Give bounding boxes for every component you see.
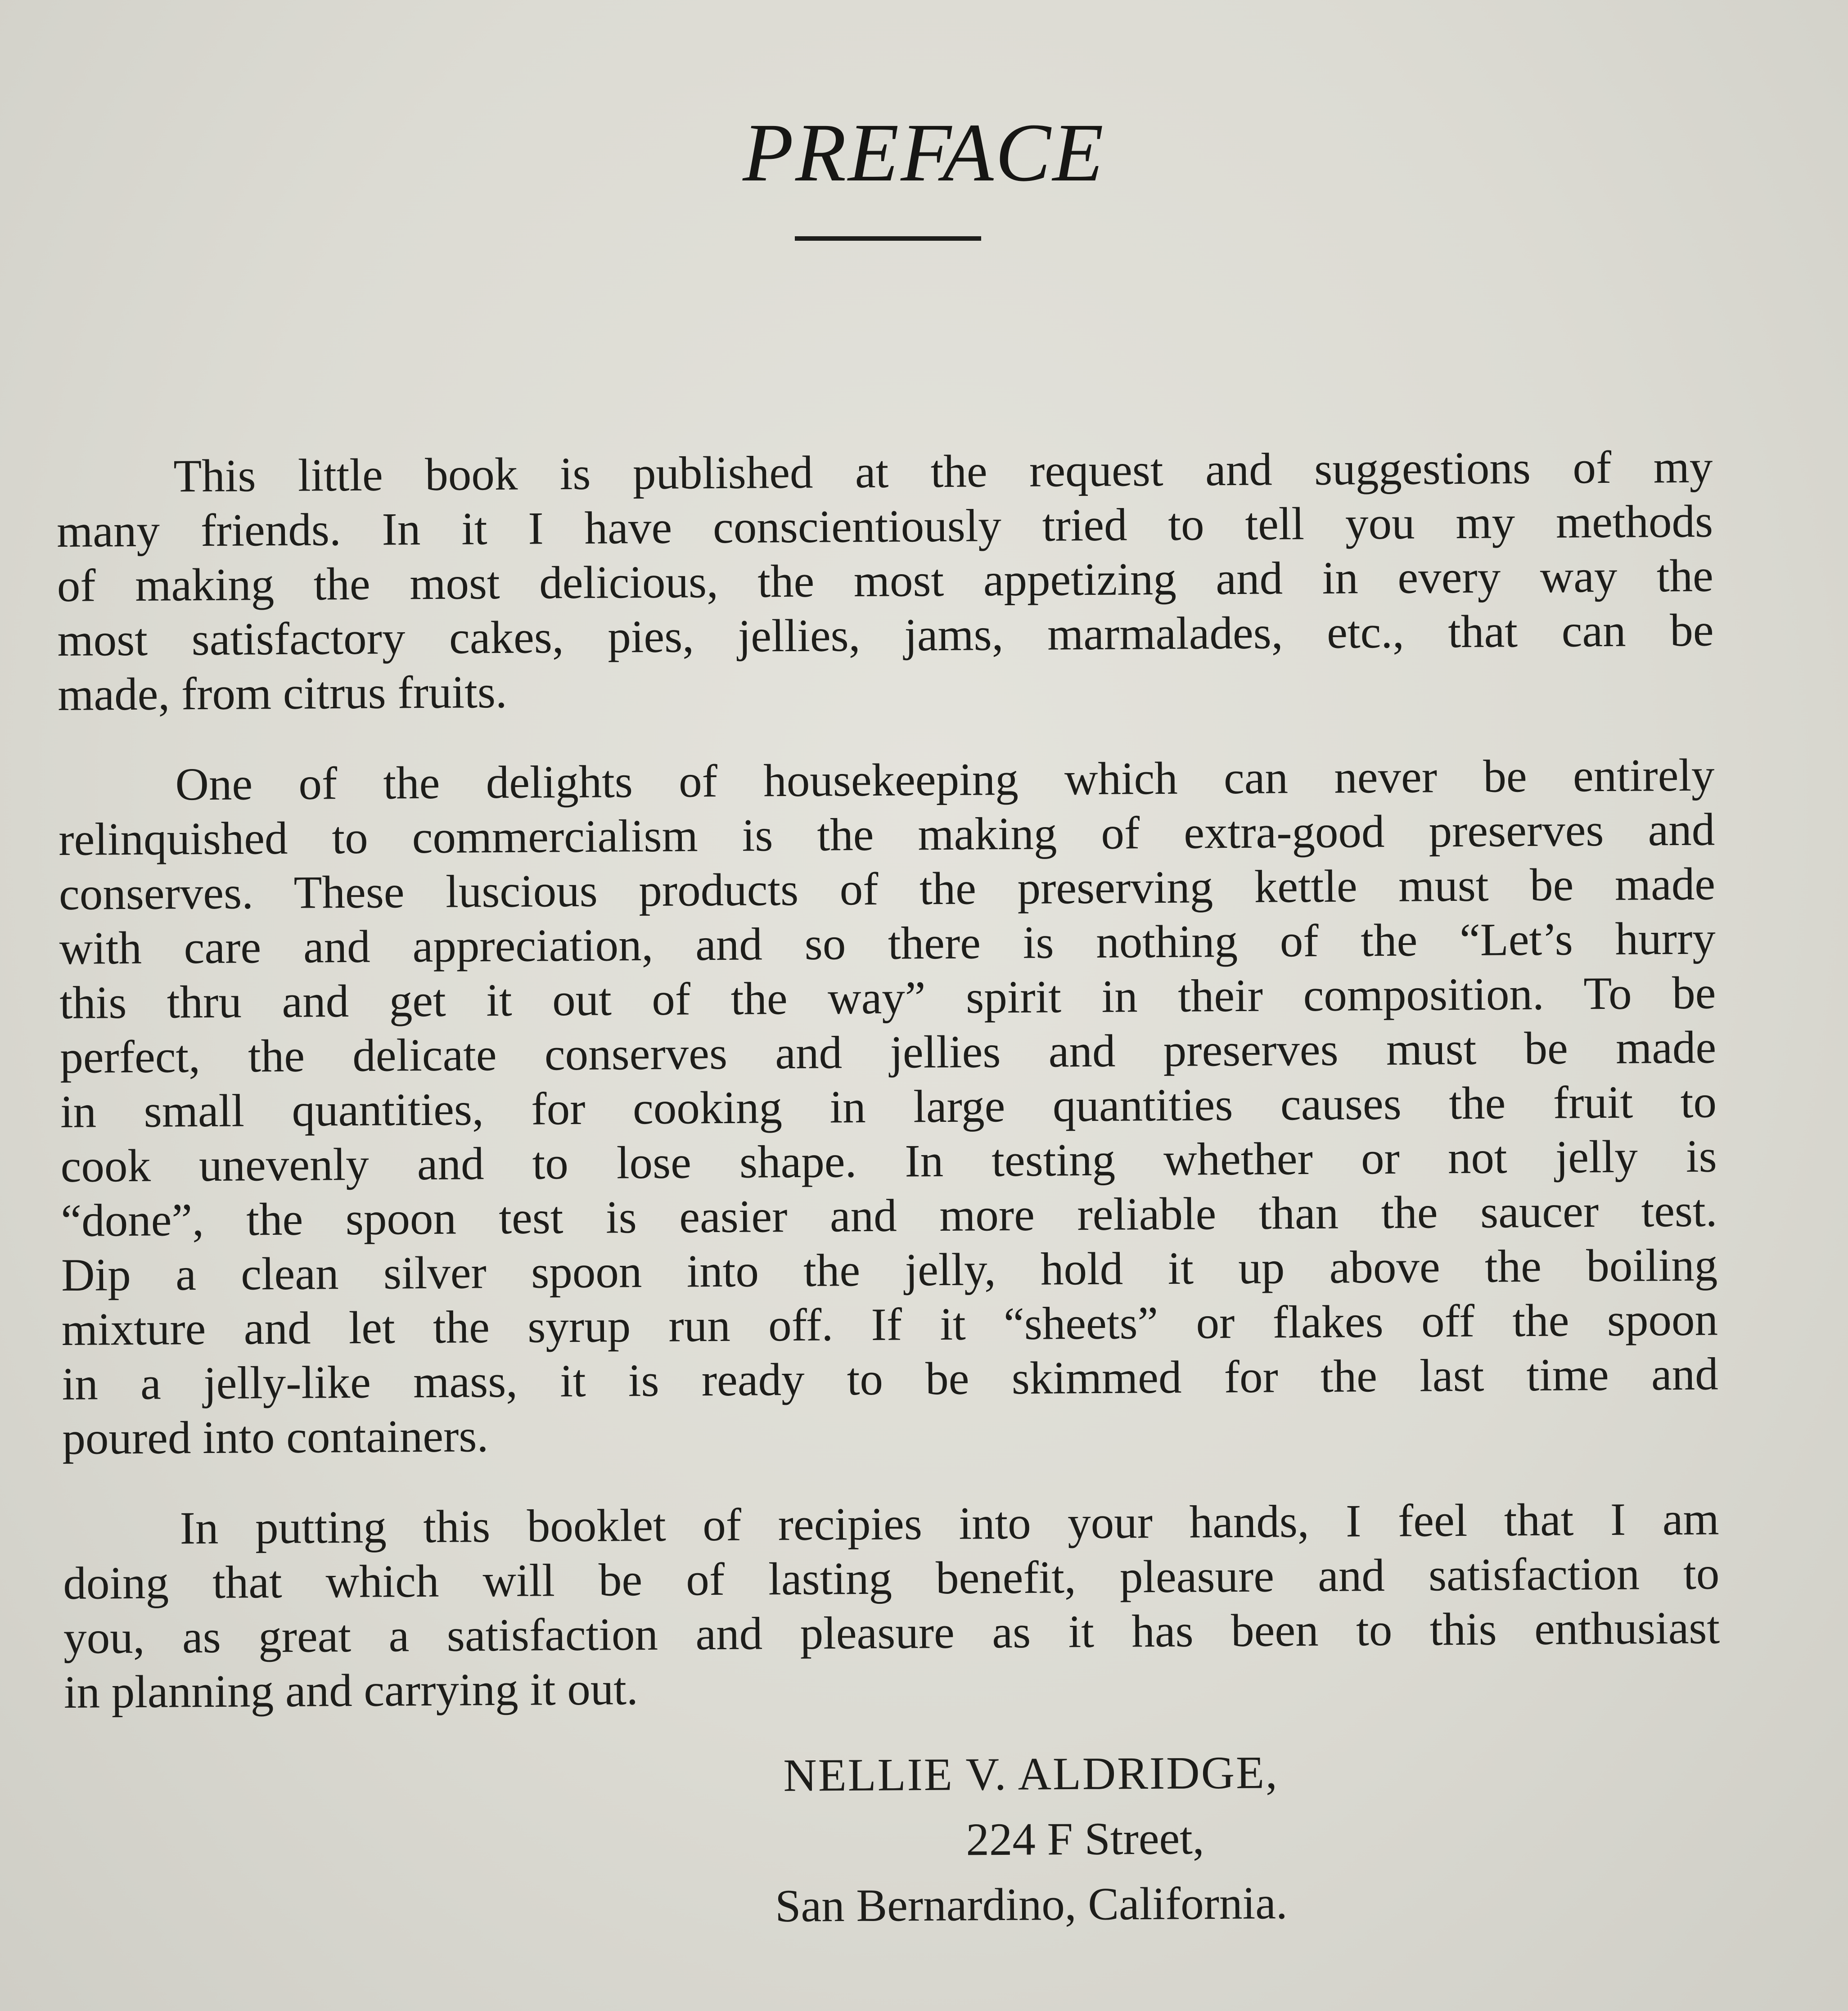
text-line: This little book is published at the request and suggestions of my (173, 441, 1713, 502)
text-line: this thru and get it out of the way” spirit in their composition. To be (59, 967, 1716, 1029)
text-line: perfect, the delicate conserves and jellies and preserves must be made (59, 1021, 1717, 1083)
preface-body (56, 440, 1721, 1756)
text-line: cook unevenly and to lose shape. In testing whether or not jelly is (60, 1130, 1717, 1192)
text-line: in planning and carrying it out. (63, 1663, 638, 1718)
author-name: NELLIE V. ALDRIDGE, (783, 1747, 1279, 1801)
text-line: mixture and let the syrup run off. If it “sheets” or flakes off the spoon (61, 1294, 1718, 1355)
page-title: PREFACE (743, 107, 1105, 199)
text-line: most satisfactory cakes, pies, jellies, jams, marmalades, etc., that can be (57, 604, 1714, 666)
text-line: “done”, the spoon test is easier and more reliable than the saucer test. (61, 1185, 1717, 1246)
author-city: San Bernardino, California. (775, 1877, 1288, 1932)
title-divider (795, 236, 981, 241)
text-line: of making the most delicious, the most appetizing and in every way the (57, 550, 1714, 612)
author-street: 224 F Street, (965, 1813, 1204, 1866)
text-line: with care and appreciation, and so there is nothing of the “Let’s hurry (59, 913, 1716, 974)
paragraph-3 (63, 1492, 1720, 1719)
paragraph-1 (56, 440, 1714, 722)
text-line: in small quantities, for cooking in large quantities causes the fruit to (60, 1076, 1717, 1138)
text-line: One of the delights of housekeeping which can never be entirely (175, 749, 1715, 810)
text-line: doing that which will be of lasting benefit, pleasure and satisfaction to (63, 1548, 1720, 1609)
text-line: you, as great a satisfaction and pleasure as it has been to this enthusiast (63, 1602, 1720, 1664)
text-line: In putting this booklet of recipies into your hands, I feel that I am (180, 1493, 1719, 1554)
text-line: poured into containers. (62, 1410, 489, 1464)
text-line: made, from citrus fruits. (57, 666, 507, 720)
text-line: conserves. These luscious products of the preserving kettle must be made (59, 858, 1716, 920)
text-line: relinquished to commercialism is the making of extra-good preserves and (58, 804, 1715, 865)
text-line: in a jelly-like mass, it is ready to be skimmed for the last time and (62, 1348, 1718, 1410)
text-line: many friends. In it I have conscientiously tried to tell you my methods (56, 495, 1713, 557)
text-line: Dip a clean silver spoon into the jelly, hold it up above the boiling (61, 1239, 1718, 1301)
paragraph-2 (58, 748, 1719, 1466)
